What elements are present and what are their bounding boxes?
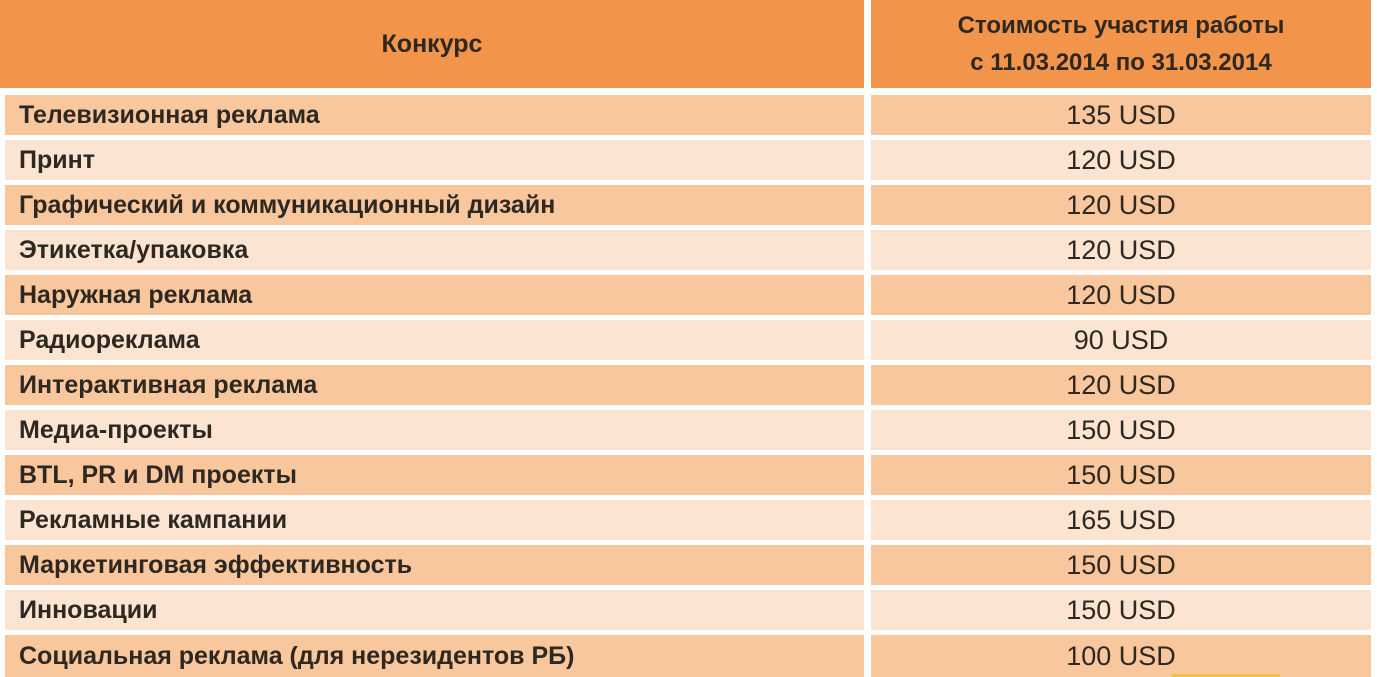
column-gap (864, 590, 871, 630)
table-row (0, 185, 1377, 225)
header-price-label-line1: Стоимость участия работы (957, 12, 1285, 39)
contest-cell: Радиореклама (5, 320, 864, 360)
table-row (0, 365, 1377, 405)
contest-cell: Инновации (5, 590, 864, 630)
contest-cell: Принт (5, 140, 864, 180)
table-row (0, 410, 1377, 450)
price-cell: 150 USD (871, 455, 1371, 495)
header-price-label-line2: с 11.03.2014 по 31.03.2014 (970, 49, 1272, 76)
table-row (0, 140, 1377, 180)
price-cell: 165 USD (871, 500, 1371, 540)
table-row (0, 590, 1377, 630)
contest-cell: Наружная реклама (5, 275, 864, 315)
price-cell: 100 USD (871, 635, 1371, 677)
column-gap (864, 410, 871, 450)
table-row (0, 635, 1377, 677)
column-gap (864, 320, 871, 360)
table-row (0, 230, 1377, 270)
table-row (0, 95, 1377, 135)
price-cell: 120 USD (871, 365, 1371, 405)
column-gap (864, 545, 871, 585)
contest-cell: Графический и коммуникационный дизайн (5, 185, 864, 225)
price-cell: 90 USD (871, 320, 1371, 360)
table-body (0, 95, 1377, 677)
contest-cell: Социальная реклама (для нерезидентов РБ) (5, 635, 864, 677)
table-row (0, 275, 1377, 315)
contest-cell: Этикетка/упаковка (5, 230, 864, 270)
header-contest-cell (0, 0, 864, 88)
contest-cell: Интерактивная реклама (5, 365, 864, 405)
table-row (0, 500, 1377, 540)
contest-cell: BTL, PR и DM проекты (5, 455, 864, 495)
header-price-cell (871, 0, 1371, 88)
column-gap (864, 275, 871, 315)
price-cell: 150 USD (871, 410, 1371, 450)
price-cell: 150 USD (871, 545, 1371, 585)
price-cell: 120 USD (871, 275, 1371, 315)
header-contest-label: Конкурс (381, 29, 483, 58)
table-row (0, 545, 1377, 585)
price-cell: 120 USD (871, 140, 1371, 180)
contest-cell: Маркетинговая эффективность (5, 545, 864, 585)
column-gap (864, 365, 871, 405)
price-cell: 120 USD (871, 185, 1371, 225)
column-gap (864, 140, 871, 180)
column-gap (864, 0, 871, 88)
table-header-row (0, 0, 1371, 88)
contest-cell: Рекламные кампании (5, 500, 864, 540)
contest-cell: Медиа-проекты (5, 410, 864, 450)
column-gap (864, 230, 871, 270)
price-cell: 135 USD (871, 95, 1371, 135)
price-cell: 120 USD (871, 230, 1371, 270)
column-gap (864, 185, 871, 225)
column-gap (864, 500, 871, 540)
table-row (0, 320, 1377, 360)
table-row (0, 455, 1377, 495)
column-gap (864, 455, 871, 495)
price-cell: 150 USD (871, 590, 1371, 630)
contest-cell: Телевизионная реклама (5, 95, 864, 135)
column-gap (864, 95, 871, 135)
column-gap (864, 635, 871, 677)
